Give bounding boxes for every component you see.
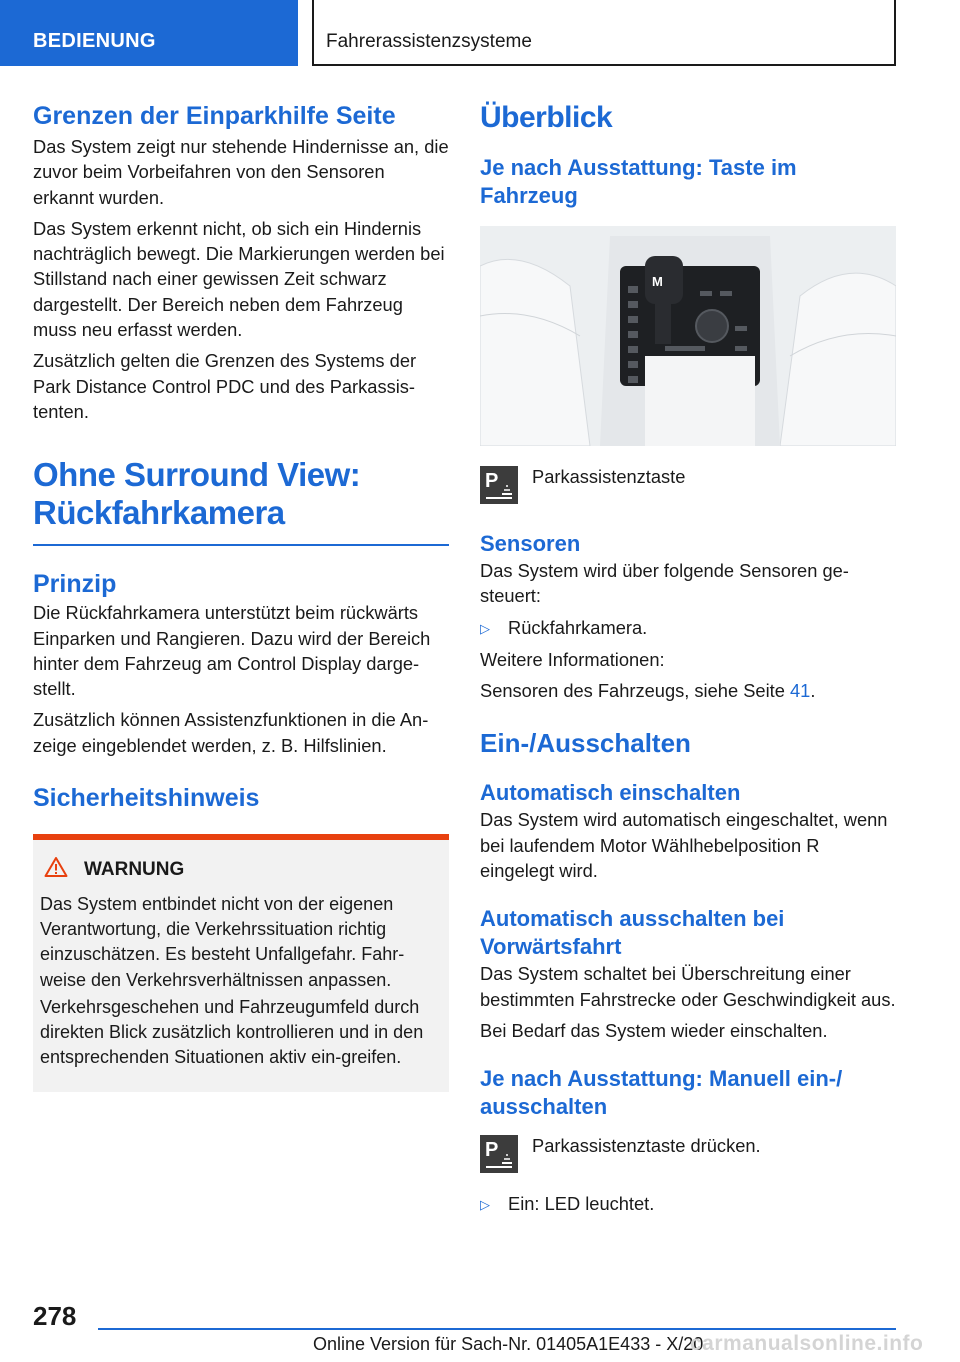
warning-paragraph: Das System entbindet nicht von der eigenen Verantwortung, die Verkehrssituation richtig einzuschätzen. Es besteht Unfallgefahr. Fahr‐weise den Verkehrsverhältnissen anpassen. xyxy=(40,894,405,990)
header-section-label: BEDIENUNG xyxy=(33,30,156,52)
crossref-period: . xyxy=(810,680,816,702)
heading-automatisch-einschalten: Automatisch einschalten xyxy=(480,780,741,806)
section-heading-block xyxy=(33,456,449,546)
heading-manuell-ein-ausschalten: Je nach Ausstattung: Manuell ein-/ ausschalten xyxy=(480,1066,843,1120)
heading-sensoren: Sensoren xyxy=(480,531,581,556)
paragraph: Zusätzlich gelten die Grenzen des Systems der Park Distance Control PDC und des Parkassis‐tenten. xyxy=(33,350,417,422)
page-number: 278 xyxy=(33,1301,77,1331)
heading-ein-ausschalten: Ein-/Ausschalten xyxy=(480,728,691,759)
heading-taste-im-fahrzeug: Je nach Ausstattung: Taste im Fahrzeug xyxy=(480,155,797,208)
list-item xyxy=(480,1191,896,1217)
center-console-photo xyxy=(480,226,896,446)
icon-caption: Parkassistenztaste drücken. xyxy=(532,1135,761,1157)
paragraph: Die Rückfahrkamera unterstützt beim rückwärts Einparken und Rangieren. Dazu wird der Bereich hinter dem Fahrzeug am Control Display darge‐stellt. xyxy=(33,602,431,700)
heading-ueberblick: Überblick xyxy=(480,101,613,134)
heading-ohne-surround-view: Ohne Surround View: Rückfahrkamera xyxy=(33,456,361,532)
icon-caption: Parkassistenztaste xyxy=(532,466,686,487)
paragraph: Das System wird automatisch eingeschaltet, wenn bei laufendem Motor Wählhebelposition R eingelegt wird. xyxy=(480,809,888,882)
list-item-text: Ein: LED leuchtet. xyxy=(508,1193,655,1215)
bullet-triangle-icon: ▷ xyxy=(480,1197,490,1213)
paragraph-crossref xyxy=(480,678,896,703)
paragraph: Weitere Informationen: xyxy=(480,648,665,670)
paragraph: Das System wird über folgende Sensoren ge‐steuert: xyxy=(480,560,849,607)
warning-title-row xyxy=(40,856,442,884)
paragraph: Das System erkennt nicht, ob sich ein Hindernis nachträglich bewegt. Die Markierungen werden bei Stillstand nach einer gewissen Zeit schwarz dargestellt. Der Bereich neben dem Fahrzeug muss neu erfasst werden. xyxy=(33,217,445,341)
bullet-triangle-icon: ▷ xyxy=(480,620,490,636)
header-section-tab xyxy=(0,0,298,66)
header-chapter-tab xyxy=(312,0,896,66)
warning-triangle-icon xyxy=(44,856,84,884)
footer-online-version: Online Version für Sach-Nr. 01405A1E433 - X/20 xyxy=(313,1334,704,1354)
heading-prinzip: Prinzip xyxy=(33,570,117,599)
parking-assistant-icon: P xyxy=(480,466,518,504)
footer-divider xyxy=(98,1328,896,1330)
crossref-text: Sensoren des Fahrzeugs, siehe Seite xyxy=(480,680,785,702)
paragraph: Zusätzlich können Assistenzfunktionen in die An‐zeige eingeblendet werden, z. B. Hilfslinien. xyxy=(33,709,429,756)
warning-box xyxy=(33,834,449,1092)
list-item xyxy=(480,615,896,641)
page-link[interactable]: 41 xyxy=(789,680,811,702)
warning-title: WARNUNG xyxy=(84,859,185,881)
list-item-text: Rückfahrkamera. xyxy=(508,616,648,638)
left-column xyxy=(33,100,449,1092)
heading-grenzen: Grenzen der Einparkhilfe Seite xyxy=(33,102,396,130)
header-chapter-label: Fahrerassistenzsysteme xyxy=(326,31,532,52)
heading-automatisch-ausschalten: Automatisch ausschalten bei Vorwärtsfahrt xyxy=(480,906,785,960)
parking-button-row xyxy=(480,1135,896,1173)
paragraph: Bei Bedarf das System wieder einschalten. xyxy=(480,1019,828,1041)
svg-text:M: M xyxy=(652,274,663,289)
parking-assistant-icon: P xyxy=(480,1135,518,1173)
warning-paragraph: Verkehrsgeschehen und Fahrzeugumfeld durch direkten Blick zusätzlich kontrollieren und in den entsprechenden Situationen aktiv ein‐greifen. xyxy=(40,996,424,1068)
parking-button-row xyxy=(480,466,896,504)
paragraph: Das System schaltet bei Überschreitung einer bestimmten Fahrstrecke oder Geschwindigkeit aus. xyxy=(480,963,896,1010)
heading-sicherheitshinweis: Sicherheitshinweis xyxy=(33,784,260,813)
right-column xyxy=(480,100,896,1218)
watermark: carmanualsonline.info xyxy=(690,1332,924,1355)
paragraph: Das System zeigt nur stehende Hindernisse an, die zuvor beim Vorbeifahren von den Sensoren erkannt wurden. xyxy=(33,136,449,208)
